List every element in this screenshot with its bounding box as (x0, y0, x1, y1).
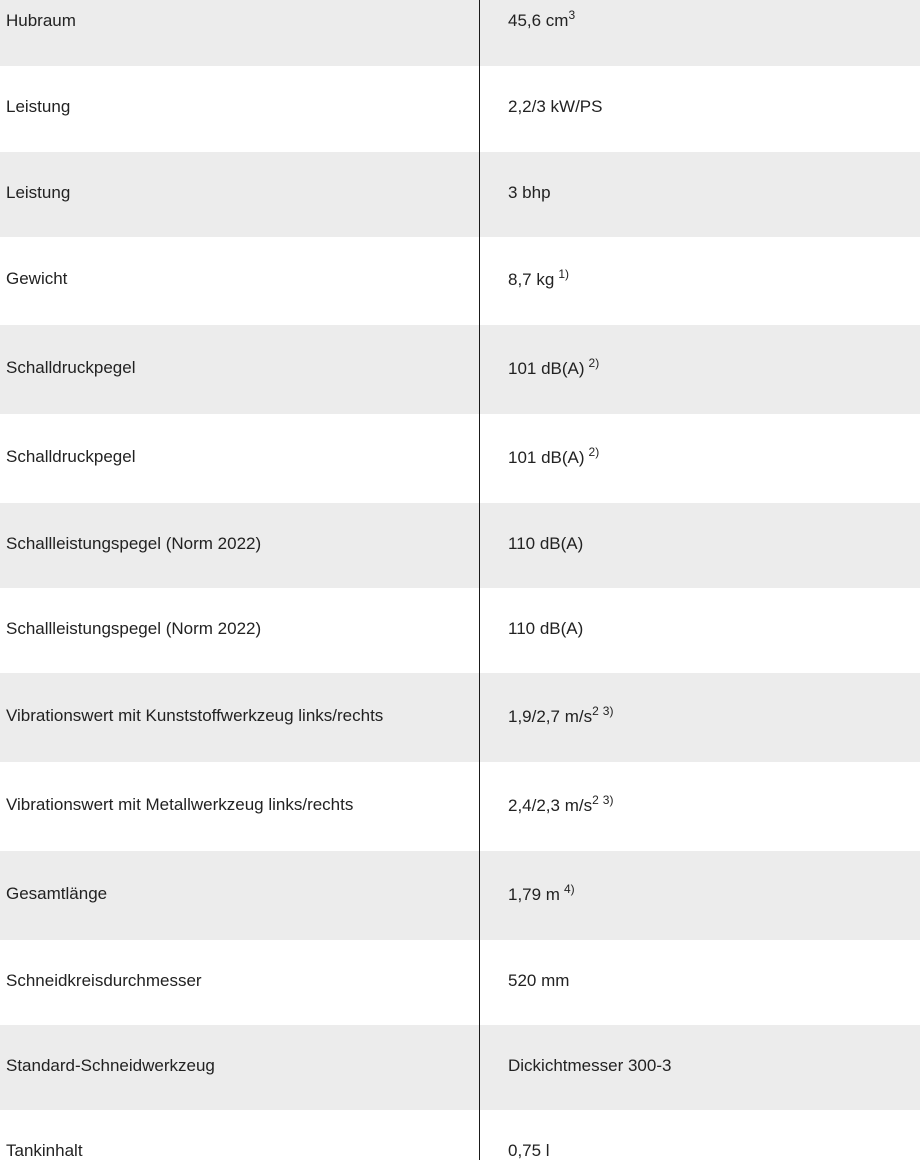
spec-value: 1,79 m $^{4)}$ (508, 882, 575, 904)
unit-superscript: 2 (592, 793, 599, 807)
spec-row-schallleistungspegel-1 (0, 503, 920, 588)
spec-row-tankinhalt (0, 1110, 920, 1160)
spec-row-hubraum (0, 0, 920, 66)
spec-row-leistung-bhp (0, 152, 920, 237)
spec-label: Schallleistungspegel (Norm 2022) (6, 534, 262, 553)
footnote-marker: 2) (588, 356, 600, 370)
spec-value: 2,2/3 kW/PS (508, 97, 603, 116)
spec-value: 3 bhp (508, 183, 551, 202)
spec-row-schallleistungspegel-2 (0, 588, 920, 673)
spec-label: Leistung (6, 97, 71, 116)
spec-value: 45,6 $cm^3$ (508, 8, 576, 30)
spec-label: Hubraum (6, 11, 76, 30)
spec-value: 110 dB(A) (508, 619, 584, 638)
spec-value: 101 dB(A) $^{2)}$ (508, 445, 600, 467)
footnote-marker: 4) (563, 882, 575, 896)
spec-value: 520 mm (508, 971, 570, 990)
spec-value: 101 dB(A) $^{2)}$ (508, 356, 600, 378)
spec-label: Schalldruckpegel (6, 358, 136, 377)
spec-row-vibration-metall (0, 762, 920, 851)
spec-value: 2,4/2,3 $m/s^2$ $^{3)}$ (508, 793, 614, 815)
unit-superscript: 2 (592, 704, 599, 718)
spec-label: Vibrationswert mit Metallwerkzeug links/rechts (6, 795, 354, 814)
spec-row-leistung-kw (0, 66, 920, 152)
spec-row-gesamtlaenge (0, 851, 920, 940)
spec-row-schalldruckpegel-2 (0, 414, 920, 503)
spec-row-schneidkreisdurchmesser (0, 940, 920, 1025)
spec-row-schalldruckpegel-1 (0, 325, 920, 414)
spec-value: 110 dB(A) (508, 534, 584, 553)
spec-label: Leistung (6, 183, 71, 202)
spec-label: Vibrationswert mit Kunststoffwerkzeug links/rechts (6, 706, 384, 725)
spec-label: Tankinhalt (6, 1141, 83, 1160)
spec-value: 1,9/2,7 $m/s^2$ $^{3)}$ (508, 704, 614, 726)
footnote-marker: 3) (602, 704, 614, 718)
spec-label: Schneidkreisdurchmesser (6, 971, 202, 990)
spec-value: 0,75 l (508, 1141, 550, 1160)
footnote-marker: 3) (602, 793, 614, 807)
column-divider (479, 0, 480, 1160)
spec-row-gewicht (0, 237, 920, 325)
spec-label: Schalldruckpegel (6, 447, 136, 466)
spec-label: Gewicht (6, 269, 68, 288)
spec-label: Schallleistungspegel (Norm 2022) (6, 619, 262, 638)
footnote-marker: 2) (588, 445, 600, 459)
spec-label: Standard-Schneidwerkzeug (6, 1056, 215, 1075)
spec-value: Dickichtmesser 300-3 (508, 1056, 672, 1075)
spec-row-vibration-kunststoff (0, 673, 920, 762)
spec-value: 8,7 kg $^{1)}$ (508, 267, 569, 289)
spec-label: Gesamtlänge (6, 884, 108, 903)
footnote-marker: 1) (558, 267, 569, 281)
unit-superscript: 3 (568, 8, 576, 22)
spec-row-schneidwerkzeug (0, 1025, 920, 1110)
